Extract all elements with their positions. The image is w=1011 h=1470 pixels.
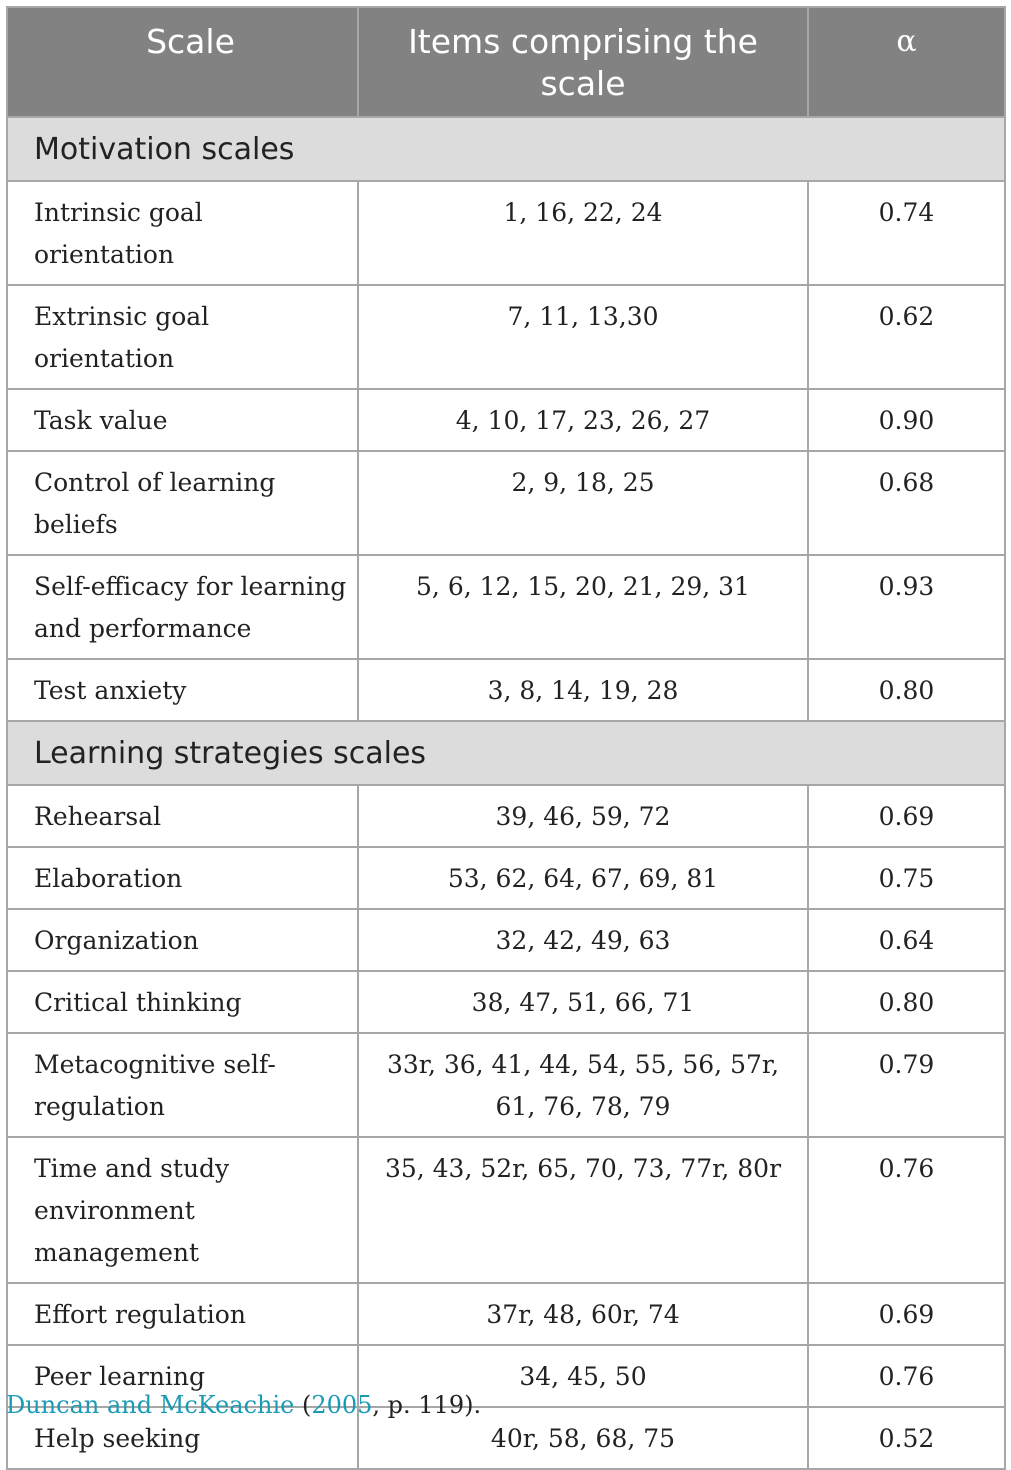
- table-row: [7, 847, 1005, 909]
- items-cell: 39, 46, 59, 72: [358, 785, 808, 847]
- items-cell: 38, 47, 51, 66, 71: [358, 971, 808, 1033]
- scale-cell: Critical thinking: [7, 971, 358, 1033]
- alpha-cell: 0.76: [808, 1345, 1005, 1407]
- scale-cell: Help seeking: [7, 1407, 358, 1469]
- items-cell: 1, 16, 22, 24: [358, 181, 808, 285]
- scale-cell: Time and study environment management: [7, 1137, 358, 1283]
- table-row: [7, 1137, 1005, 1283]
- items-cell: 33r, 36, 41, 44, 54, 55, 56, 57r, 61, 76, 78, 79: [358, 1033, 808, 1137]
- table-row: [7, 1033, 1005, 1137]
- scale-cell: Rehearsal: [7, 785, 358, 847]
- table-row: [7, 971, 1005, 1033]
- table-row: [7, 555, 1005, 659]
- items-cell: 32, 42, 49, 63: [358, 909, 808, 971]
- alpha-cell: 0.52: [808, 1407, 1005, 1469]
- scale-cell: Self-efficacy for learning and performance: [7, 555, 358, 659]
- table-row: [7, 285, 1005, 389]
- table-row: [7, 785, 1005, 847]
- section-row-learning-strategies: [7, 721, 1005, 785]
- table-row: [7, 659, 1005, 721]
- citation-authors-link[interactable]: Duncan and McKeachie: [6, 1391, 295, 1419]
- citation-year-link[interactable]: 2005: [311, 1391, 373, 1419]
- table-row: [7, 389, 1005, 451]
- scale-cell: Control of learning beliefs: [7, 451, 358, 555]
- section-title: Motivation scales: [7, 117, 1005, 181]
- items-cell: 2, 9, 18, 25: [358, 451, 808, 555]
- table-row: [7, 451, 1005, 555]
- table-caption: [6, 1391, 481, 1419]
- alpha-cell: 0.80: [808, 971, 1005, 1033]
- alpha-cell: 0.75: [808, 847, 1005, 909]
- scale-cell: Effort regulation: [7, 1283, 358, 1345]
- alpha-cell: 0.69: [808, 1283, 1005, 1345]
- alpha-cell: 0.64: [808, 909, 1005, 971]
- items-cell: 37r, 48, 60r, 74: [358, 1283, 808, 1345]
- header-items: Items comprising the scale: [358, 7, 808, 117]
- scale-cell: Test anxiety: [7, 659, 358, 721]
- scale-cell: Intrinsic goal orientation: [7, 181, 358, 285]
- caption-page-ref: , p. 119).: [372, 1391, 482, 1419]
- items-cell: 40r, 58, 68, 75: [358, 1407, 808, 1469]
- items-cell: 35, 43, 52r, 65, 70, 73, 77r, 80r: [358, 1137, 808, 1283]
- items-cell: 4, 10, 17, 23, 26, 27: [358, 389, 808, 451]
- alpha-cell: 0.90: [808, 389, 1005, 451]
- alpha-cell: 0.79: [808, 1033, 1005, 1137]
- items-cell: 53, 62, 64, 67, 69, 81: [358, 847, 808, 909]
- table-row: [7, 1283, 1005, 1345]
- items-cell: 34, 45, 50: [358, 1345, 808, 1407]
- scale-cell: Metacognitive self-regulation: [7, 1033, 358, 1137]
- section-row-motivation: [7, 117, 1005, 181]
- alpha-cell: 0.93: [808, 555, 1005, 659]
- items-cell: 5, 6, 12, 15, 20, 21, 29, 31: [358, 555, 808, 659]
- alpha-cell: 0.68: [808, 451, 1005, 555]
- scale-cell: Extrinsic goal orientation: [7, 285, 358, 389]
- table-row: [7, 909, 1005, 971]
- scale-cell: Organization: [7, 909, 358, 971]
- header-scale: Scale: [7, 7, 358, 117]
- header-alpha: α: [808, 7, 1005, 117]
- alpha-cell: 0.69: [808, 785, 1005, 847]
- table-row: [7, 181, 1005, 285]
- section-title: Learning strategies scales: [7, 721, 1005, 785]
- alpha-cell: 0.74: [808, 181, 1005, 285]
- items-cell: 7, 11, 13,30: [358, 285, 808, 389]
- alpha-cell: 0.80: [808, 659, 1005, 721]
- items-cell: 3, 8, 14, 19, 28: [358, 659, 808, 721]
- scale-cell: Task value: [7, 389, 358, 451]
- scale-cell: Peer learning: [7, 1345, 358, 1407]
- scale-cell: Elaboration: [7, 847, 358, 909]
- caption-open-paren: (: [294, 1391, 312, 1419]
- table-header-row: [7, 7, 1005, 117]
- scales-table: [6, 6, 1006, 1470]
- alpha-cell: 0.76: [808, 1137, 1005, 1283]
- alpha-cell: 0.62: [808, 285, 1005, 389]
